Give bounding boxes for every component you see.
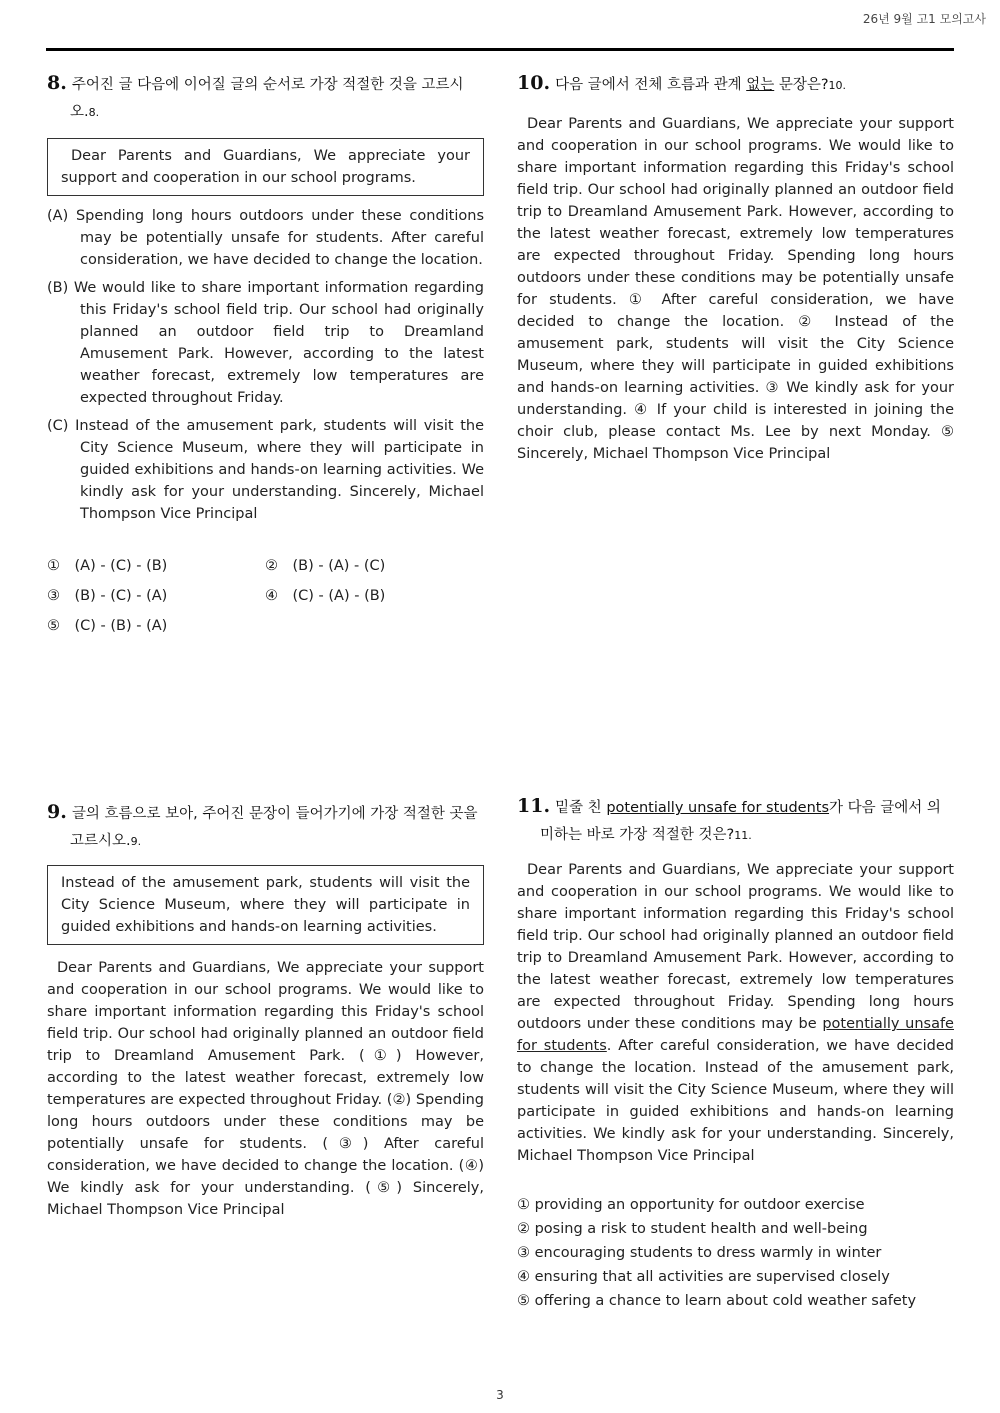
question-suffix: 11. bbox=[734, 829, 752, 842]
question-9 bbox=[47, 799, 484, 1221]
item-label: (B) bbox=[47, 280, 69, 296]
passage-item-c bbox=[47, 415, 484, 525]
given-sentence: Instead of the amusement park, students will visit the City Science Museum, where they will participate in guided exhibitions and hands-on learning activities. bbox=[61, 875, 470, 935]
given-sentence-box bbox=[47, 865, 484, 945]
answer-choice-1[interactable]: ① (A) - (C) - (B) bbox=[47, 558, 168, 574]
answer-choices bbox=[47, 555, 484, 637]
question-suffix: 10. bbox=[828, 79, 847, 92]
header-rule bbox=[46, 48, 954, 51]
question-number: 9. bbox=[47, 801, 67, 823]
passage: Dear Parents and Guardians, We appreciate your support and cooperation in our school programs. We would like to share important information regarding this Friday's school field trip. Our school had originally planned an outdoor field trip to Dreamland Amusement Park. (①) However, according to the latest weather forecast, extremely low temperatures are expected throughout Friday. (②) Spending long hours outdoors under these conditions may be potentially unsafe for students. (③) After careful consideration, we have decided to change the location. (④) We kindly ask for your understanding. (⑤) Sincerely, Michael Thompson Vice Principal bbox=[47, 960, 484, 1218]
question-prompt: 다음 글에서 전체 흐름과 관계 bbox=[555, 77, 747, 93]
question-prompt: 주어진 글 다음에 이어질 글의 순서로 가장 적절한 것을 고르시오. bbox=[70, 77, 464, 120]
passage-underlined-phrase: potentially unsafe for students bbox=[517, 1016, 954, 1054]
underlined-phrase: potentially unsafe for students bbox=[606, 800, 830, 816]
given-text-box bbox=[47, 138, 484, 196]
item-text: Spending long hours outdoors under these conditions may be potentially unsafe for students. After careful consideration, we have decided to change the location. bbox=[75, 208, 485, 268]
question-suffix: 9. bbox=[130, 835, 142, 848]
question-11-title bbox=[517, 793, 954, 849]
answer-option-5[interactable]: ⑤ offering a chance to learn about cold weather safety bbox=[517, 1293, 917, 1309]
given-text: Dear Parents and Guardians, We appreciate your support and cooperation in our school programs. bbox=[61, 148, 470, 186]
item-text: We would like to share important information regarding this Friday's school field trip. Our school had originally planned an outdoor field trip to Dreamland Amusement Park. However, according to the latest weather forecast, extremely low temperatures are expected throughout Friday. bbox=[73, 280, 484, 406]
passage bbox=[517, 859, 954, 1167]
question-number: 8. bbox=[47, 72, 67, 94]
answer-choice-5[interactable]: ⑤ (C) - (B) - (A) bbox=[47, 618, 168, 634]
passage: Dear Parents and Guardians, We appreciate your support and cooperation in our school programs. We would like to share important information regarding this Friday's school field trip. Our school had originally planned an outdoor field trip to Dreamland Amusement Park. However, according to the latest weather forecast, extremely low temperatures are expected throughout Friday. Spending long hours outdoors under these conditions may be potentially unsafe for students. ① After careful consideration, we have decided to change the location. ② Instead of the amusement park, students will visit the City Science Museum, where they will participate in guided exhibitions and hands-on learning activities. ③ We kindly ask for your understanding. ④ If your child is interested in joining the choir club, please contact Ms. Lee by next Monday. ⑤ Sincerely, Michael Thompson Vice Principal bbox=[517, 116, 954, 462]
passage-item-b bbox=[47, 277, 484, 409]
question-11 bbox=[517, 793, 954, 1313]
answer-choice-4[interactable]: ④ (C) - (A) - (B) bbox=[265, 588, 386, 604]
exam-label: 26년 9월 고1 모의고사 bbox=[862, 12, 986, 26]
item-label: (A) bbox=[47, 208, 69, 224]
passage-item-a bbox=[47, 205, 484, 271]
page-number: 3 bbox=[496, 1388, 504, 1402]
question-8-title bbox=[47, 70, 484, 126]
answer-option-1[interactable]: ① providing an opportunity for outdoor exercise bbox=[517, 1197, 865, 1213]
answer-choice-2[interactable]: ② (B) - (A) - (C) bbox=[265, 558, 386, 574]
answer-option-3[interactable]: ③ encouraging students to dress warmly in winter bbox=[517, 1245, 882, 1261]
question-number: 11. bbox=[517, 795, 551, 817]
answer-option-4[interactable]: ④ ensuring that all activities are supervised closely bbox=[517, 1269, 890, 1285]
question-number: 10. bbox=[517, 72, 551, 94]
question-prompt-end: 가 다음 글에서 의미하는 바로 가장 적절한 것은? bbox=[540, 800, 941, 843]
question-10 bbox=[517, 70, 954, 465]
question-9-title bbox=[47, 799, 484, 855]
item-text: Instead of the amusement park, students will visit the City Science Museum, where they will participate in guided exhibitions and hands-on learning activities. We kindly ask for your understanding. Sincerely, Michael Thompson Vice Principal bbox=[75, 418, 485, 522]
question-8 bbox=[47, 70, 484, 637]
answer-options bbox=[517, 1193, 954, 1313]
question-prompt: 밑줄 친 bbox=[555, 800, 607, 816]
item-label: (C) bbox=[47, 418, 69, 434]
question-10-title bbox=[517, 70, 954, 99]
passage-items bbox=[47, 205, 484, 525]
question-suffix: 8. bbox=[88, 106, 100, 119]
passage-text: Dear Parents and Guardians, We appreciate your support and cooperation in our school programs. We would like to share important information regarding this Friday's school field trip. Our school had originally planned an outdoor field trip to Dreamland Amusement Park. However, according to the latest weather forecast, extremely low temperatures are expected throughout Friday. Spending long hours outdoors under these conditions may be bbox=[517, 862, 954, 1032]
answer-choice-3[interactable]: ③ (B) - (C) - (A) bbox=[47, 588, 168, 604]
question-prompt-end: 문장은? bbox=[774, 77, 829, 93]
passage-text-end: . After careful consideration, we have decided to change the location. Instead of the amusement park, students will visit the City Science Museum, where they will participate in guided exhibitions and hands-on learning activities. We kindly ask for your understanding. Sincerely, Michael Thompson Vice Principal bbox=[517, 1038, 954, 1164]
question-prompt: 글의 흐름으로 보아, 주어진 문장이 들어가기에 가장 적절한 곳을 고르시오. bbox=[70, 806, 478, 849]
underlined-keyword: 없는 bbox=[746, 77, 775, 93]
answer-option-2[interactable]: ② posing a risk to student health and well-being bbox=[517, 1221, 868, 1237]
